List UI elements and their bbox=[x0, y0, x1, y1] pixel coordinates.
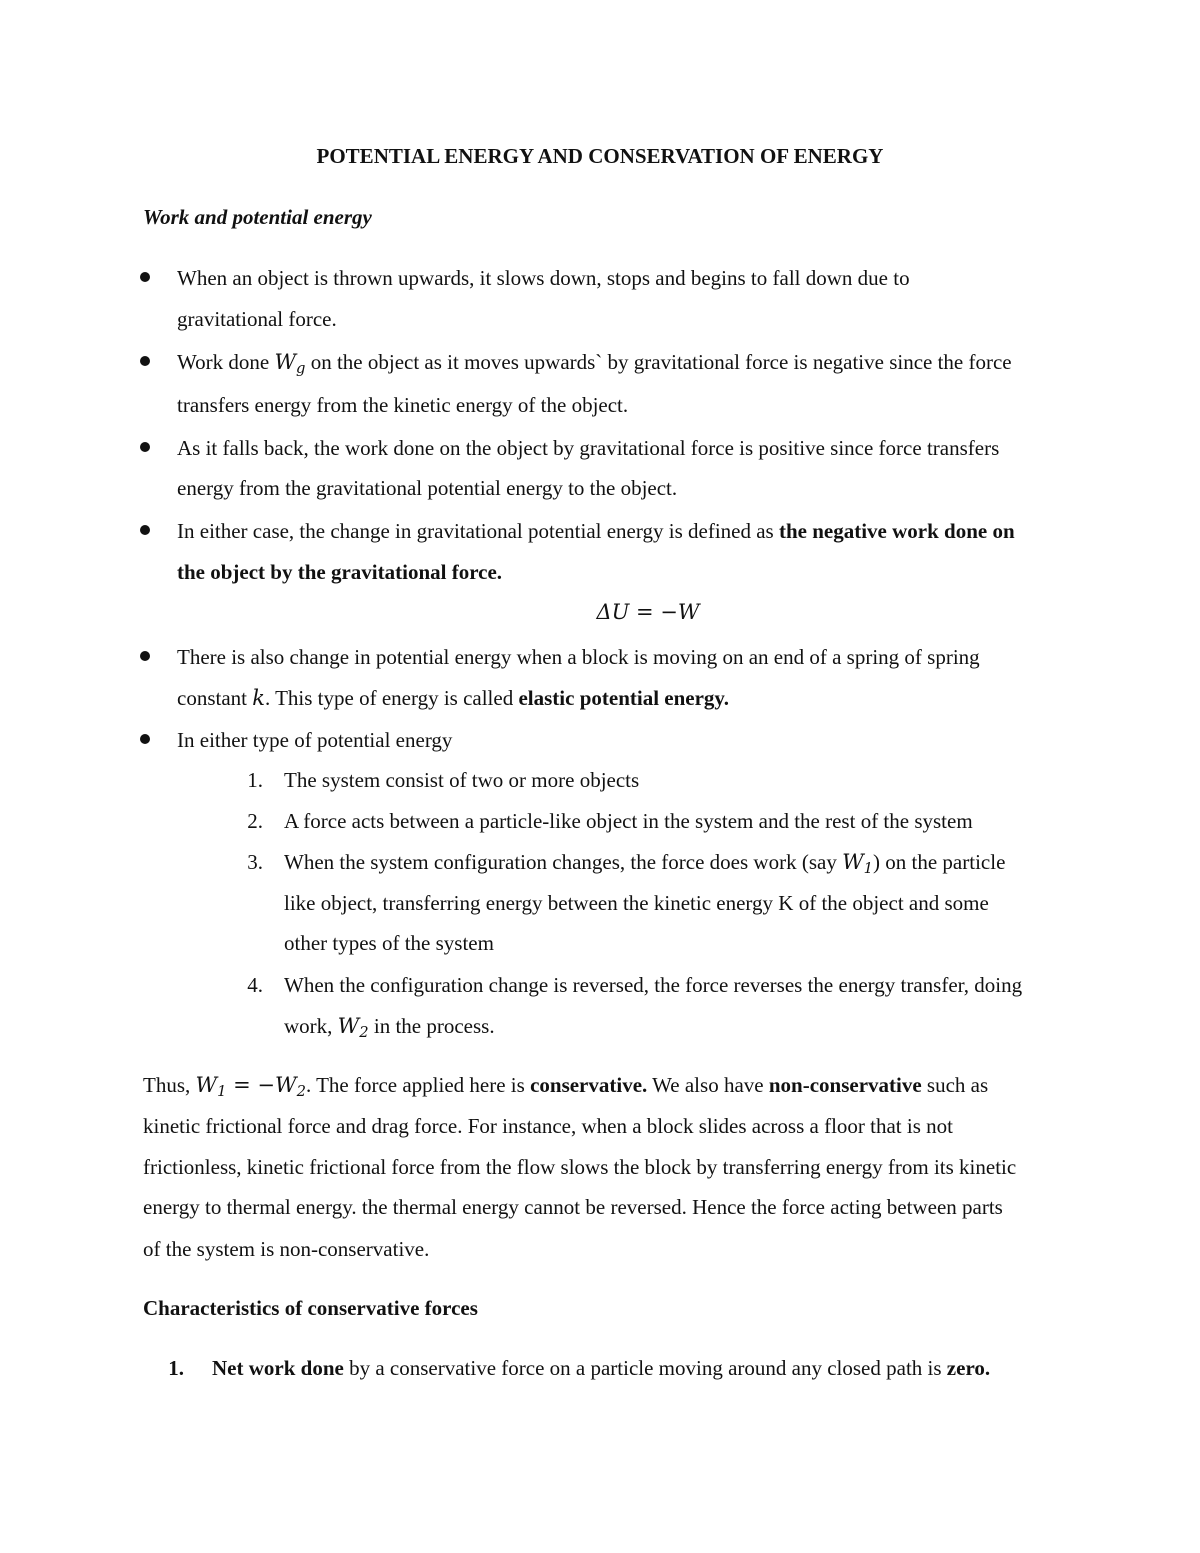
bullet-5-line-1: There is also change in potential energy when a block is moving on an end of a spring of spring bbox=[177, 645, 980, 669]
section-heading: Work and potential energy bbox=[143, 205, 372, 229]
characteristic-1-num: 1. bbox=[168, 1356, 184, 1380]
numbered-item-1: The system consist of two or more objects bbox=[284, 768, 640, 792]
numbered-item-3-line-3: other types of the system bbox=[284, 931, 494, 955]
bullet-2-line-2: transfers energy from the kinetic energy of the object. bbox=[177, 393, 629, 417]
bullet-1-line-2: gravitational force. bbox=[177, 307, 337, 331]
paragraph-line-1: Thus, $W_1 = -W_2$. The force applied here is conservative. We also have non-conservative such as bbox=[143, 1073, 989, 1100]
equation-w1-equals-minus-w2: $W_1 = -W_2$ bbox=[195, 1073, 306, 1100]
bullet-3-line-1: As it falls back, the work done on the object by gravitational force is positive since force transfers bbox=[177, 436, 1000, 460]
spring-constant-symbol: k bbox=[252, 686, 265, 710]
paragraph-line-5: of the system is non-conservative. bbox=[143, 1237, 430, 1261]
paragraph-line-3: frictionless, kinetic frictional force from the flow slows the block by transferring energy from its kinetic bbox=[143, 1155, 1017, 1179]
numbered-item-2: A force acts between a particle-like object in the system and the rest of the system bbox=[284, 809, 973, 833]
bullet-dot bbox=[140, 442, 150, 452]
bullet-dot bbox=[140, 525, 150, 535]
bullet-2-line-1: Work done $W_g$ on the object as it moves upwards` by gravitational force is negative since the force bbox=[177, 350, 1012, 377]
equation-delta-u: ΔU = −W bbox=[596, 600, 700, 624]
bullet-dot bbox=[140, 356, 150, 366]
work-gravity-symbol: $W_g$ bbox=[274, 350, 306, 377]
characteristics-heading: Characteristics of conservative forces bbox=[143, 1296, 478, 1320]
paragraph-line-2: kinetic frictional force and drag force. For instance, when a block slides across a floor that is not bbox=[143, 1114, 953, 1138]
numbered-item-4-line-2: work, $W_2$ in the process. bbox=[284, 1014, 495, 1041]
numbered-item-4-line-1: When the configuration change is reversed, the force reverses the energy transfer, doing bbox=[284, 973, 1023, 997]
bullet-5-line-2: constant k. This type of energy is called elastic potential energy. bbox=[177, 686, 730, 710]
bullet-1-line-1: When an object is thrown upwards, it slows down, stops and begins to fall down due to bbox=[177, 266, 910, 290]
numbered-item-4-num: 4. bbox=[247, 973, 263, 997]
paragraph-line-4: energy to thermal energy. the thermal energy cannot be reversed. Hence the force acting between parts bbox=[143, 1195, 1003, 1219]
work-w2-symbol: $W_2$ bbox=[337, 1014, 369, 1041]
numbered-item-3-line-1: When the system configuration changes, the force does work (say $W_1$) on the particle bbox=[284, 850, 1006, 877]
characteristic-1: Net work done by a conservative force on a particle moving around any closed path is zero. bbox=[212, 1356, 991, 1380]
numbered-item-2-num: 2. bbox=[247, 809, 263, 833]
bullet-4-line-2: the object by the gravitational force. bbox=[177, 560, 503, 584]
work-w1-symbol: $W_1$ bbox=[842, 850, 874, 877]
numbered-item-3-line-2: like object, transferring energy between the kinetic energy K of the object and some bbox=[284, 891, 989, 915]
bullet-6: In either type of potential energy bbox=[177, 728, 453, 752]
bullet-dot bbox=[140, 734, 150, 744]
numbered-item-3-num: 3. bbox=[247, 850, 263, 874]
bullet-dot bbox=[140, 651, 150, 661]
bullet-dot bbox=[140, 272, 150, 282]
page-title: POTENTIAL ENERGY AND CONSERVATION OF ENERGY bbox=[316, 144, 884, 168]
numbered-item-1-num: 1. bbox=[247, 768, 263, 792]
bullet-3-line-2: energy from the gravitational potential energy to the object. bbox=[177, 476, 678, 500]
bullet-4-line-1: In either case, the change in gravitational potential energy is defined as the negative work done on bbox=[177, 519, 1015, 543]
